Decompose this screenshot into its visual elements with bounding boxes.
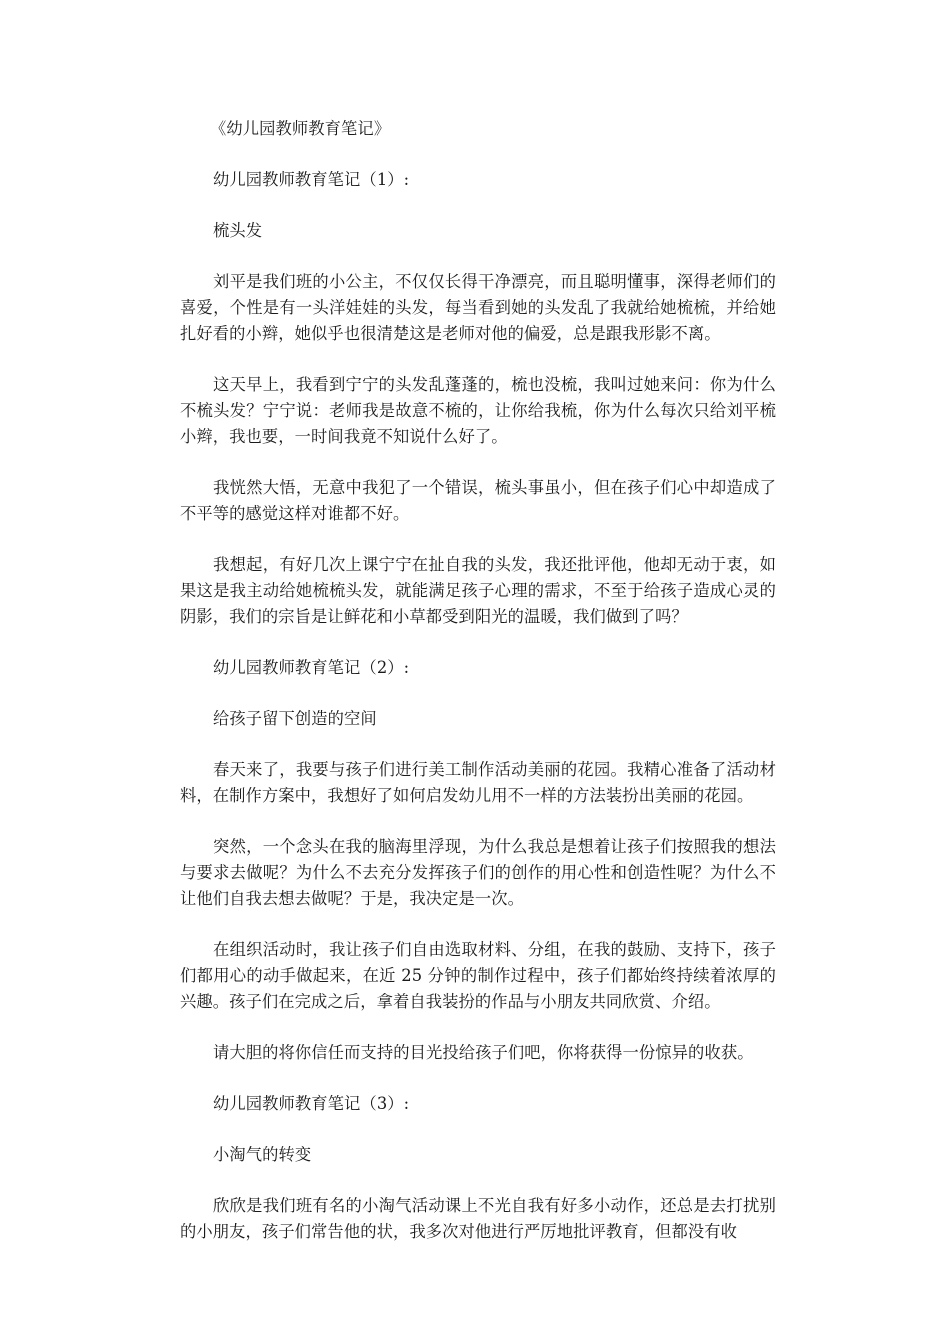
- paragraph: 请大胆的将你信任而支持的目光投给孩子们吧，你将获得一份惊异的收获。: [213, 1043, 754, 1062]
- section-heading-2: 幼儿园教师教育笔记（2）:: [213, 658, 410, 677]
- paragraph: 突然，一个念头在我的脑海里浮现，为什么我总是想着让孩子们按照我的想法与要求去做呢？为什么不去充分发挥孩子们的创作的用心性和创造性呢？为什么不让他们自我去想去做呢？于是，我决定是一次。: [180, 837, 776, 908]
- paragraph: 我恍然大悟，无意中我犯了一个错误，梳头事虽小，但在孩子们心中却造成了不平等的感觉这样对谁都不好。: [180, 478, 776, 523]
- subtitle-2: 给孩子留下创造的空间: [213, 709, 377, 728]
- subtitle-1: 梳头发: [213, 221, 263, 240]
- paragraph: 这天早上，我看到宁宁的头发乱蓬蓬的，梳也没梳，我叫过她来问：你为什么不梳头发？宁宁说：老师我是故意不梳的，让你给我梳，你为什么每次只给刘平梳小辫，我也要，一时间我竟不知说什么好了。: [180, 375, 776, 446]
- section-heading-1: 幼儿园教师教育笔记（1）:: [213, 170, 410, 189]
- paragraph: 欣欣是我们班有名的小淘气活动课上不光自我有好多小动作，还总是去打扰别的小朋友，孩子们常告他的状，我多次对他进行严厉地批评教育，但都没有收: [180, 1196, 776, 1241]
- section-heading-3: 幼儿园教师教育笔记（3）:: [213, 1094, 410, 1113]
- paragraph: 我想起，有好几次上课宁宁在扯自我的头发，我还批评他，他却无动于衷，如果这是我主动给她梳梳头发，就能满足孩子心理的需求，不至于给孩子造成心灵的阴影，我们的宗旨是让鲜花和小草都受到阳光的温暖，我们做到了吗？: [180, 555, 776, 626]
- paragraph: 在组织活动时，我让孩子们自由选取材料、分组，在我的鼓励、支持下，孩子们都用心的动手做起来，在近 25 分钟的制作过程中，孩子们都始终持续着浓厚的兴趣。孩子们在完成之后，拿着自我装扮的作品与小朋友共同欣赏、介绍。: [180, 940, 776, 1011]
- document-title: 《幼儿园教师教育笔记》: [210, 119, 391, 138]
- paragraph: 刘平是我们班的小公主，不仅仅长得干净漂亮，而且聪明懂事，深得老师们的喜爱，个性是有一头洋娃娃的头发，每当看到她的头发乱了我就给她梳梳，并给她扎好看的小辫，她似乎也很清楚这是老师对他的偏爱，总是跟我形影不离。: [180, 272, 776, 343]
- subtitle-3: 小淘气的转变: [213, 1145, 312, 1164]
- paragraph: 春天来了，我要与孩子们进行美工制作活动美丽的花园。我精心准备了活动材料，在制作方案中，我想好了如何启发幼儿用不一样的方法装扮出美丽的花园。: [180, 760, 776, 805]
- document-page: [180, 116, 776, 1270]
